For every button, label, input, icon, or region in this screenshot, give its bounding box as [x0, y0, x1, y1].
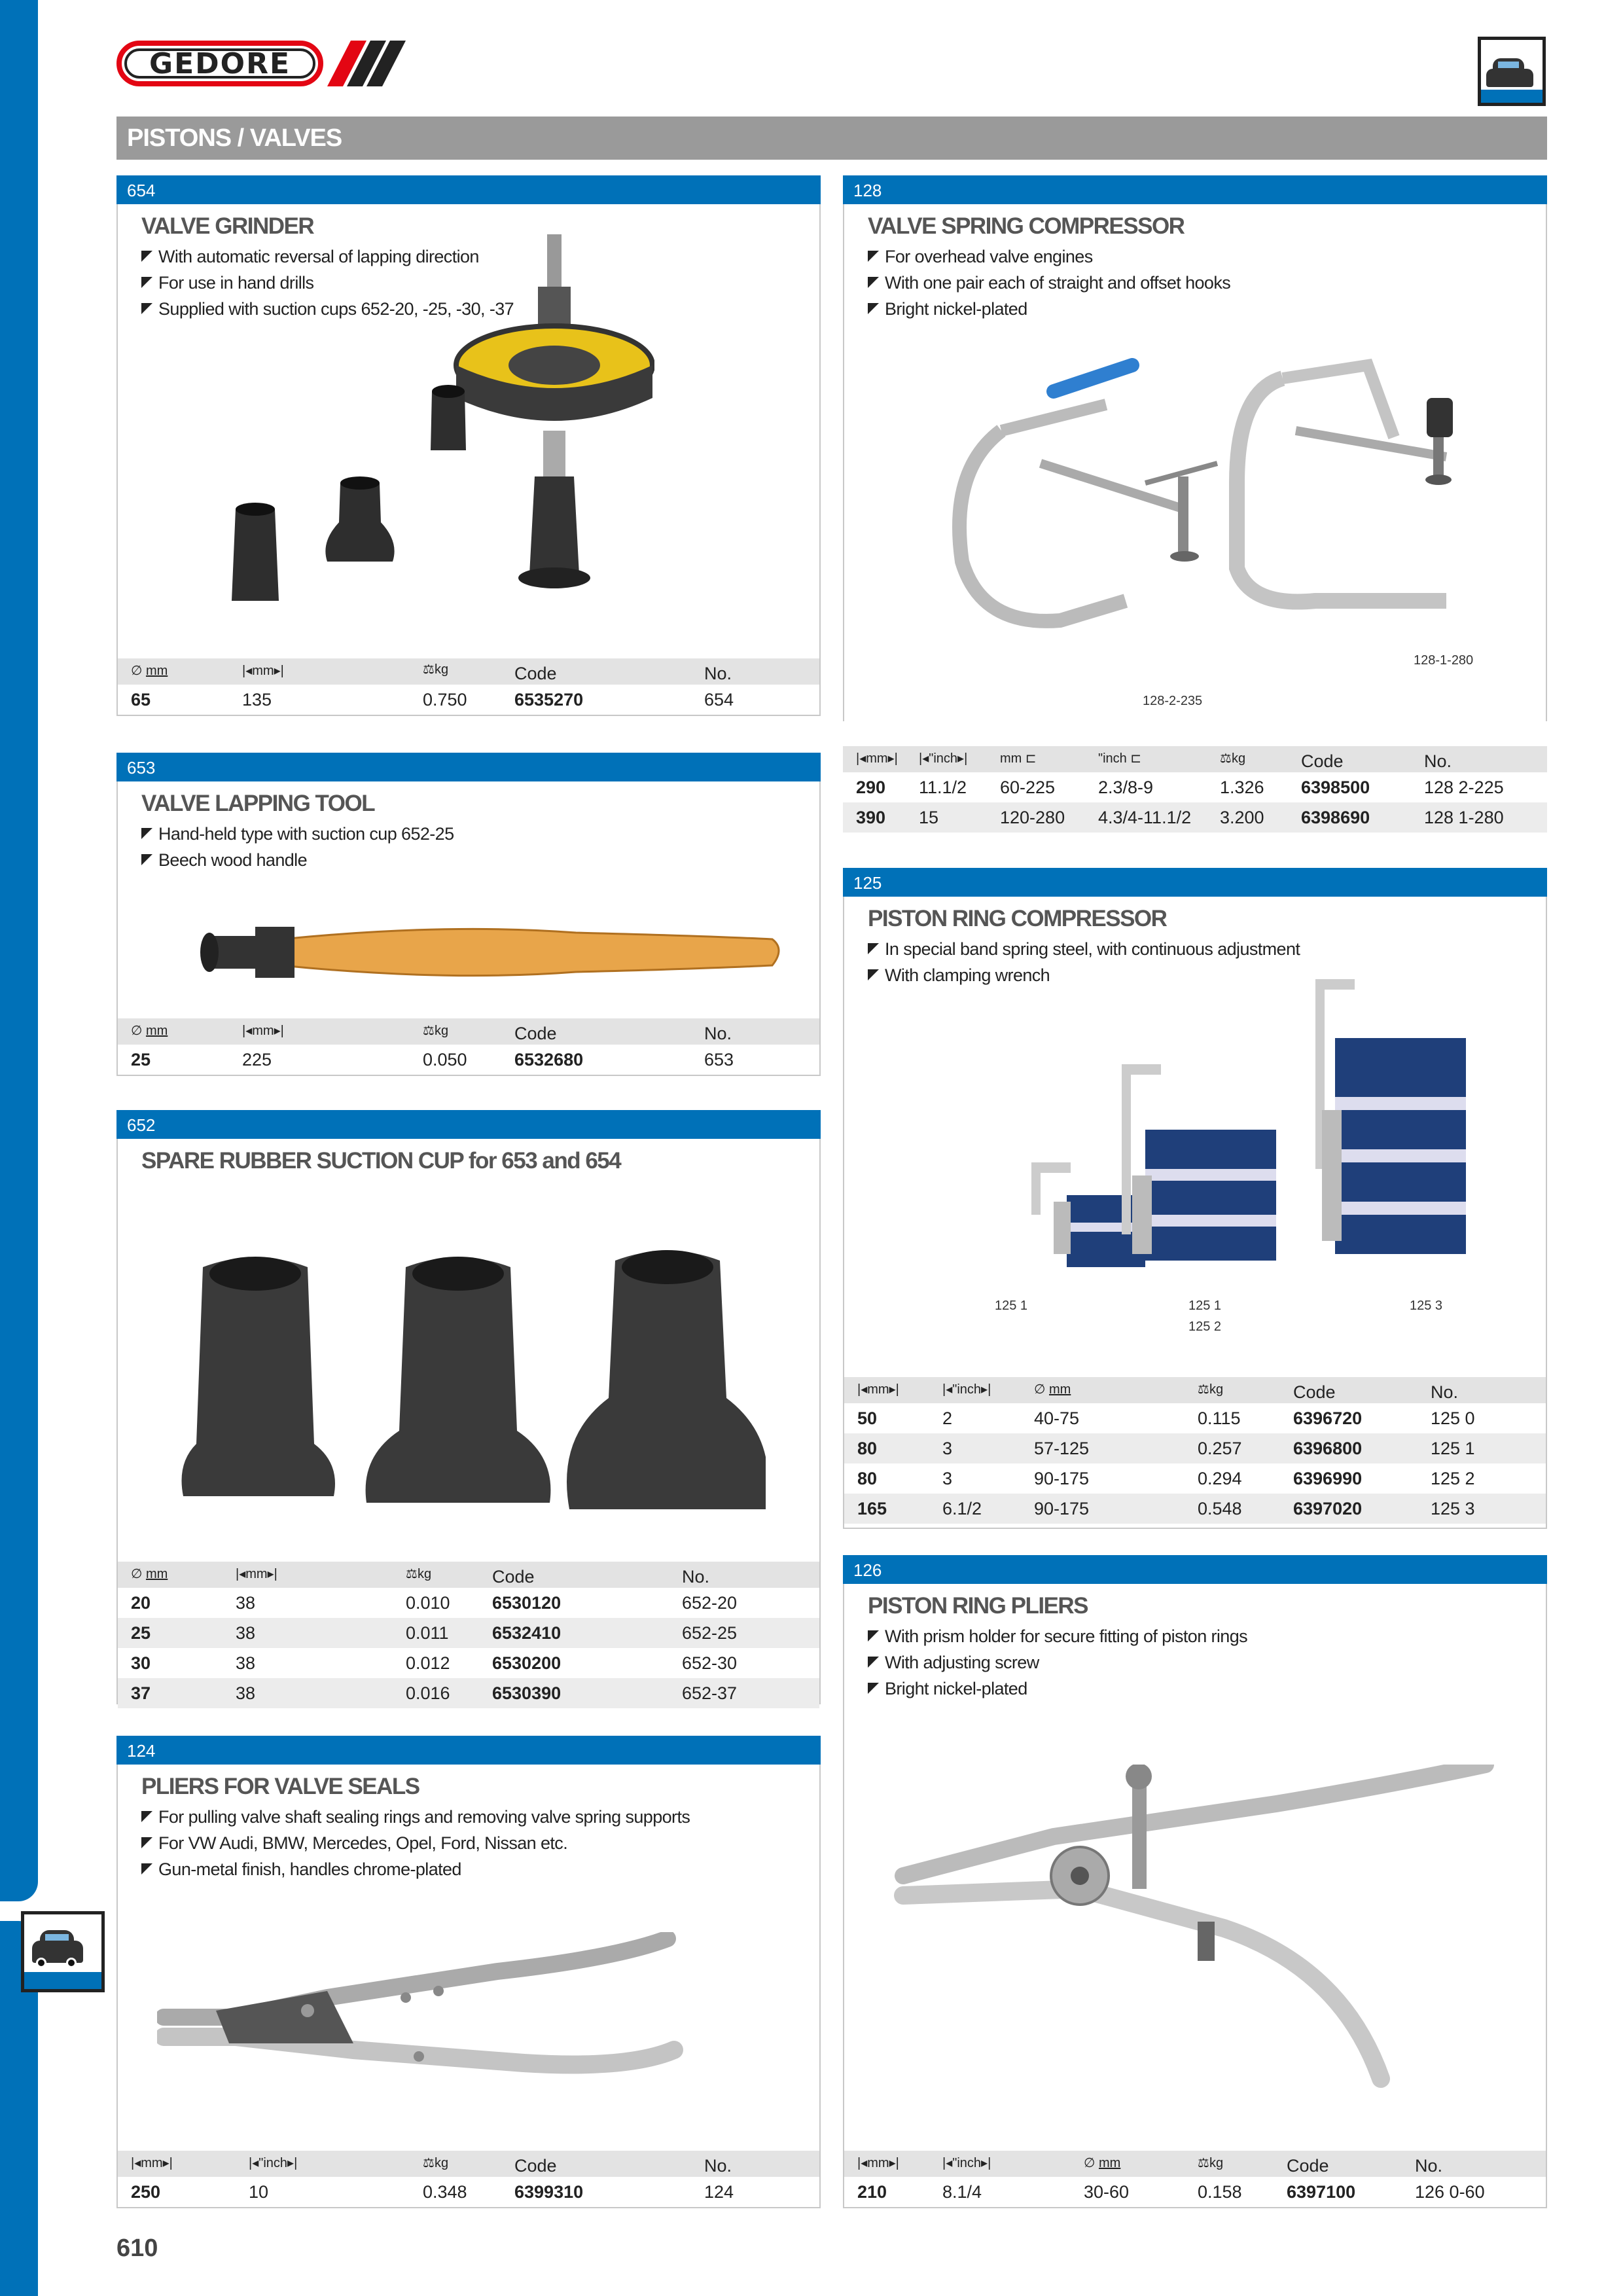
code-header: Code — [514, 664, 557, 683]
logo-stripes-icon — [327, 41, 412, 86]
length-icon: |◂mm▸| — [857, 1382, 899, 1397]
feature-item: With clamping wrench — [868, 962, 1300, 988]
weight-icon: ⚖kg — [423, 662, 449, 677]
table-cell: 50 — [857, 1408, 878, 1428]
table-cell: 652-37 — [682, 1683, 738, 1703]
panel-number: 654 — [127, 181, 156, 200]
panel-number-bar — [116, 1736, 821, 1765]
table-cell: 225 — [242, 1050, 272, 1069]
length-inch-icon: |◂"inch▸| — [249, 2156, 298, 2170]
table-cell: 38 — [236, 1593, 256, 1613]
table-cell: 210 — [857, 2182, 887, 2202]
table-cell: 1.326 — [1220, 778, 1264, 797]
weight-icon: ⚖kg — [423, 1024, 449, 1038]
table-row — [118, 685, 819, 715]
panel-654 — [116, 175, 821, 716]
valve-seal-pliers-image — [157, 1932, 785, 2128]
table-cell: 0.050 — [423, 1050, 467, 1069]
table-cell: 0.158 — [1198, 2182, 1242, 2202]
feature-item: With one pair each of straight and offset hooks — [868, 270, 1230, 296]
spec-header — [118, 658, 819, 685]
image-caption: 125 1 — [1188, 1299, 1222, 1313]
panel-title: PISTON RING PLIERS — [868, 1593, 1088, 1619]
table-cell: 6396800 — [1293, 1439, 1363, 1458]
table-cell: 57-125 — [1034, 1439, 1090, 1458]
table-cell: 6397020 — [1293, 1499, 1363, 1518]
number-header: No. — [1431, 1382, 1459, 1402]
table-cell: 652-20 — [682, 1593, 738, 1613]
panel-title: PISTON RING COMPRESSOR — [868, 906, 1167, 931]
table-cell: 126 0-60 — [1415, 2182, 1485, 2202]
table-cell: 30 — [131, 1653, 151, 1673]
table-cell: 6396990 — [1293, 1469, 1363, 1488]
suction-cups-image — [177, 1247, 766, 1535]
number-header: No. — [704, 664, 732, 683]
table-cell: 25 — [131, 1623, 151, 1643]
title-suffix: for 653 and 654 — [468, 1148, 621, 1174]
table-cell: 124 — [704, 2182, 734, 2202]
panel-number-bar — [843, 175, 1547, 204]
table-cell: 250 — [131, 2182, 161, 2202]
table-cell: 20 — [131, 1593, 151, 1613]
feature-item: For pulling valve shaft sealing rings and removing valve spring supports — [141, 1804, 690, 1830]
table-cell: 80 — [857, 1469, 878, 1488]
table-cell: 6530200 — [492, 1653, 562, 1673]
table-cell: 6530390 — [492, 1683, 562, 1703]
panel-126 — [843, 1555, 1547, 2208]
table-row — [843, 772, 1547, 802]
table-cell: 0.012 — [406, 1653, 450, 1673]
table-cell: 6535270 — [514, 690, 584, 709]
feature-item: With adjusting screw — [868, 1649, 1247, 1676]
diameter-icon: ∅ mm — [1084, 2156, 1121, 2170]
spec-header — [843, 746, 1547, 772]
spec-header — [118, 1562, 819, 1588]
panel-number: 124 — [127, 1741, 156, 1761]
panel-125 — [843, 868, 1547, 1529]
spec-header — [118, 2151, 819, 2177]
feature-item: Beech wood handle — [141, 847, 454, 873]
number-header: No. — [704, 2156, 732, 2176]
table-cell: 65 — [131, 690, 151, 709]
car-category-icon — [21, 1911, 105, 1992]
length-inch-icon: |◂"inch▸| — [942, 2156, 991, 2170]
table-cell: 290 — [856, 778, 886, 797]
number-header: No. — [1424, 751, 1452, 771]
table-row — [844, 2177, 1546, 2207]
panel-number: 128 — [853, 181, 882, 200]
table-row — [844, 1403, 1546, 1433]
gedore-logo — [116, 41, 323, 86]
table-cell: 6532410 — [492, 1623, 562, 1643]
feature-item: For VW Audi, BMW, Mercedes, Opel, Ford, Nissan etc. — [141, 1830, 690, 1856]
panel-number: 653 — [127, 758, 156, 778]
diameter-icon: ∅ mm — [131, 664, 168, 678]
weight-icon: ⚖kg — [1220, 751, 1246, 766]
weight-icon: ⚖kg — [406, 1567, 432, 1581]
table-cell: 6530120 — [492, 1593, 562, 1613]
table-cell: 0.115 — [1198, 1408, 1241, 1428]
table-cell: 6398690 — [1301, 808, 1370, 827]
code-header: Code — [514, 2156, 557, 2176]
feature-item: Hand-held type with suction cup 652-25 — [141, 821, 454, 847]
table-cell: 0.750 — [423, 690, 467, 709]
panel-number-bar — [843, 1555, 1547, 1584]
table-cell: 135 — [242, 690, 272, 709]
valve-grinder-image — [196, 234, 654, 640]
range-inch-icon: "inch ⊏ — [1098, 751, 1142, 766]
panel-128-spec — [843, 746, 1547, 836]
diameter-icon: ∅ mm — [1034, 1382, 1071, 1397]
table-cell: 0.010 — [406, 1593, 450, 1613]
table-row — [118, 1618, 819, 1648]
panel-128 — [843, 175, 1547, 721]
table-cell: 652-30 — [682, 1653, 738, 1673]
panel-title: PLIERS FOR VALVE SEALS — [141, 1774, 419, 1799]
panel-number-bar — [116, 1110, 821, 1139]
section-title-bar — [116, 117, 1547, 160]
table-cell: 6398500 — [1301, 778, 1370, 797]
image-caption: 128-2-235 — [1143, 694, 1203, 708]
table-cell: 3 — [942, 1469, 953, 1488]
length-icon: |◂mm▸| — [242, 1024, 284, 1038]
table-cell: 125 2 — [1431, 1469, 1475, 1488]
table-cell: 30-60 — [1084, 2182, 1130, 2202]
diameter-icon: ∅ mm — [131, 1024, 168, 1038]
piston-ring-compressor-image — [949, 979, 1499, 1293]
table-cell: 0.294 — [1198, 1469, 1242, 1488]
brand-name: GEDORE — [149, 46, 291, 81]
table-cell: 40-75 — [1034, 1408, 1080, 1428]
table-cell: 0.257 — [1198, 1439, 1242, 1458]
panel-653 — [116, 753, 821, 1076]
length-inch-icon: |◂"inch▸| — [919, 751, 968, 766]
image-caption: 125 1 — [995, 1299, 1028, 1313]
feature-list — [868, 1623, 1247, 1702]
table-cell: 3 — [942, 1439, 953, 1458]
feature-item: Bright nickel-plated — [868, 296, 1230, 322]
length-inch-icon: |◂"inch▸| — [942, 1382, 991, 1397]
panel-number: 652 — [127, 1115, 156, 1135]
image-caption: 125 3 — [1410, 1299, 1443, 1313]
side-color-bar-top — [0, 0, 38, 1901]
table-cell: 128 1-280 — [1424, 808, 1504, 827]
section-title: PISTONS / VALVES — [127, 124, 342, 152]
code-header: Code — [514, 1024, 557, 1043]
feature-list — [141, 821, 454, 873]
feature-item: Supplied with suction cups 652-20, -25, -30, -37 — [141, 296, 514, 322]
panel-number: 126 — [853, 1560, 882, 1580]
piston-ring-pliers-image — [883, 1765, 1512, 2092]
table-cell: 0.011 — [406, 1623, 449, 1643]
weight-icon: ⚖kg — [1198, 2156, 1224, 2170]
panel-number: 125 — [853, 873, 882, 893]
length-icon: |◂mm▸| — [236, 1567, 277, 1581]
diameter-icon: ∅ mm — [131, 1567, 168, 1581]
feature-item: Bright nickel-plated — [868, 1676, 1247, 1702]
number-header: No. — [704, 1024, 732, 1043]
table-cell: 125 1 — [1431, 1439, 1475, 1458]
number-header: No. — [682, 1567, 710, 1587]
feature-item: In special band spring steel, with continuous adjustment — [868, 936, 1300, 962]
feature-item: Gun-metal finish, handles chrome-plated — [141, 1856, 690, 1882]
table-cell: 0.016 — [406, 1683, 450, 1703]
table-cell: 125 3 — [1431, 1499, 1475, 1518]
table-cell: 38 — [236, 1623, 256, 1643]
panel-number-bar — [843, 868, 1547, 897]
table-cell: 60-225 — [1000, 778, 1056, 797]
table-cell: 654 — [704, 690, 734, 709]
feature-item: With prism holder for secure fitting of piston rings — [868, 1623, 1247, 1649]
panel-title: SPARE RUBBER SUCTION CUP for 653 and 654 — [141, 1148, 621, 1174]
code-header: Code — [1293, 1382, 1336, 1402]
table-cell: 80 — [857, 1439, 878, 1458]
table-row — [843, 802, 1547, 833]
table-cell: 2.3/8-9 — [1098, 778, 1154, 797]
table-row — [118, 1678, 819, 1708]
table-cell: 10 — [249, 2182, 269, 2202]
table-row — [118, 1648, 819, 1678]
table-cell: 6399310 — [514, 2182, 584, 2202]
panel-title: VALVE SPRING COMPRESSOR — [868, 213, 1185, 239]
table-cell: 15 — [919, 808, 939, 827]
table-cell: 6532680 — [514, 1050, 584, 1069]
feature-list — [868, 243, 1230, 322]
table-cell: 25 — [131, 1050, 151, 1069]
code-header: Code — [1287, 2156, 1329, 2176]
length-icon: |◂mm▸| — [856, 751, 898, 766]
table-row — [844, 1463, 1546, 1494]
table-cell: 0.548 — [1198, 1499, 1242, 1518]
feature-item: With automatic reversal of lapping direction — [141, 243, 514, 270]
valve-spring-compressor-image — [910, 352, 1525, 679]
table-cell: 0.348 — [423, 2182, 467, 2202]
feature-item: For overhead valve engines — [868, 243, 1230, 270]
table-row — [844, 1433, 1546, 1463]
range-mm-icon: mm ⊏ — [1000, 751, 1037, 766]
feature-list — [141, 1804, 690, 1882]
panel-number-bar — [116, 175, 821, 204]
page-number: 610 — [116, 2234, 158, 2262]
code-header: Code — [492, 1567, 535, 1587]
table-cell: 120-280 — [1000, 808, 1065, 827]
table-cell: 38 — [236, 1683, 256, 1703]
length-icon: |◂mm▸| — [242, 664, 284, 678]
table-cell: 38 — [236, 1653, 256, 1673]
table-cell: 11.1/2 — [919, 778, 967, 797]
code-header: Code — [1301, 751, 1344, 771]
panel-number-bar — [116, 753, 821, 781]
weight-icon: ⚖kg — [1198, 1382, 1224, 1397]
table-cell: 653 — [704, 1050, 734, 1069]
valve-lapping-tool-image — [183, 910, 785, 995]
image-caption: 125 2 — [1188, 1319, 1222, 1334]
spec-header — [844, 2151, 1546, 2177]
panel-title: VALVE LAPPING TOOL — [141, 791, 375, 816]
feature-item: For use in hand drills — [141, 270, 514, 296]
spec-header — [118, 1018, 819, 1045]
table-row — [118, 2177, 819, 2207]
table-cell: 37 — [131, 1683, 151, 1703]
table-cell: 128 2-225 — [1424, 778, 1504, 797]
table-cell: 90-175 — [1034, 1499, 1090, 1518]
table-cell: 8.1/4 — [942, 2182, 982, 2202]
panel-title: VALVE GRINDER — [141, 213, 314, 239]
length-icon: |◂mm▸| — [857, 2156, 899, 2170]
table-cell: 390 — [856, 808, 886, 827]
table-cell: 90-175 — [1034, 1469, 1090, 1488]
table-cell: 6397100 — [1287, 2182, 1356, 2202]
table-row — [844, 1494, 1546, 1524]
number-header: No. — [1415, 2156, 1443, 2176]
image-caption: 128-1-280 — [1414, 653, 1474, 668]
table-cell: 6396720 — [1293, 1408, 1363, 1428]
table-row — [118, 1045, 819, 1075]
length-icon: |◂mm▸| — [131, 2156, 173, 2170]
spec-header — [844, 1377, 1546, 1403]
table-cell: 652-25 — [682, 1623, 738, 1643]
table-row — [118, 1588, 819, 1618]
table-cell: 4.3/4-11.1/2 — [1098, 808, 1192, 827]
table-cell: 3.200 — [1220, 808, 1264, 827]
table-cell: 6.1/2 — [942, 1499, 982, 1518]
table-cell: 2 — [942, 1408, 953, 1428]
weight-icon: ⚖kg — [423, 2156, 449, 2170]
panel-652 — [116, 1110, 821, 1704]
table-cell: 165 — [857, 1499, 887, 1518]
table-cell: 125 0 — [1431, 1408, 1475, 1428]
car-category-icon-top — [1478, 37, 1546, 106]
panel-124 — [116, 1736, 821, 2208]
